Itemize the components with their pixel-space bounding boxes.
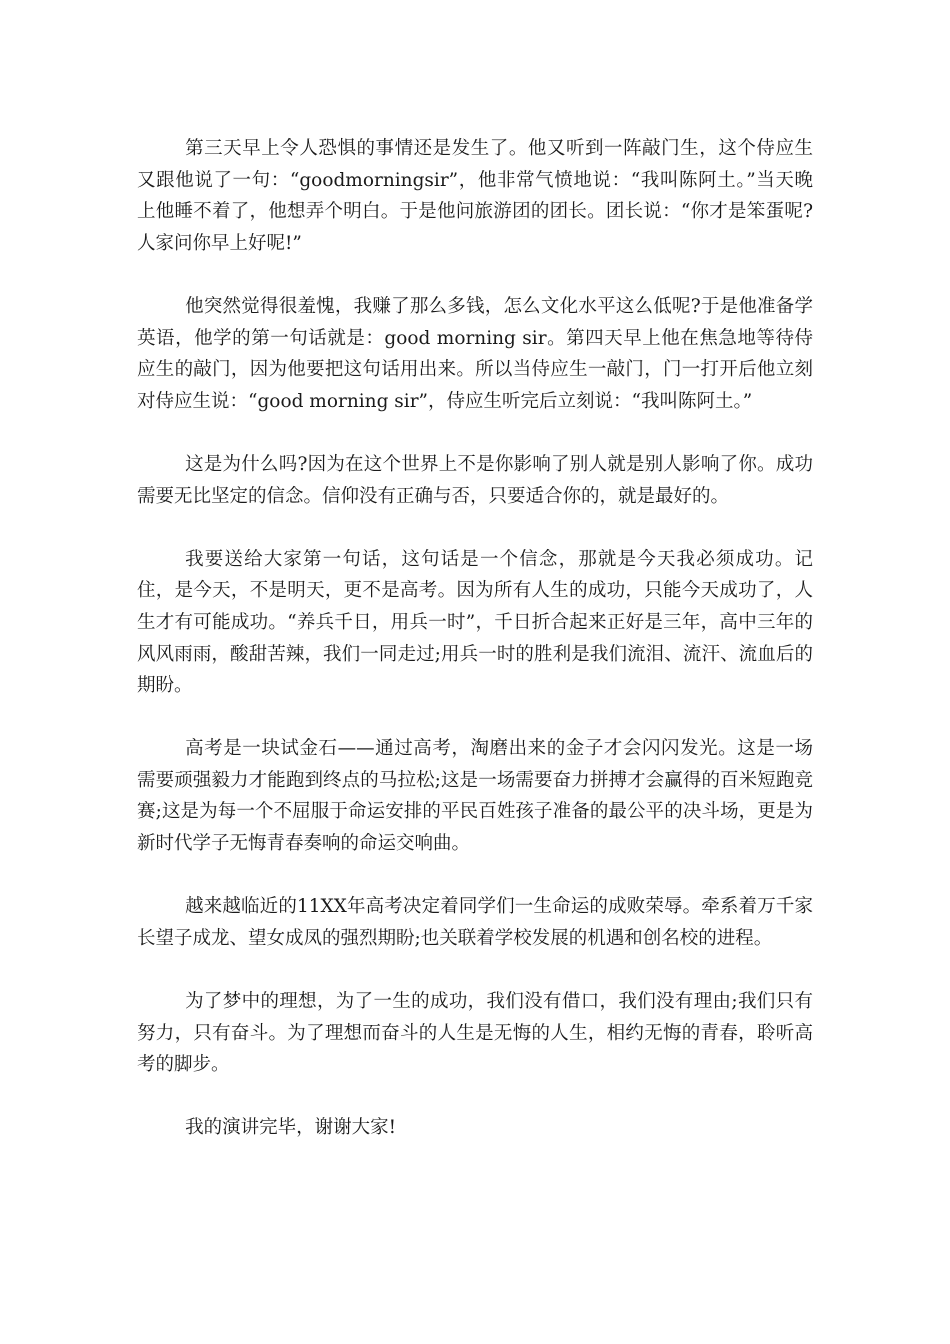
paragraph: 高考是一块试金石——通过高考，淘磨出来的金子才会闪闪发光。这是一场需要顽强毅力才能跑到终点的马拉松;这是一场需要奋力拼搏才会赢得的百米短跑竞赛;这是为每一个不屈服于命运安排的平民百姓孩子准备的最公平的决斗场，更是为新时代学子无悔青春奏响的命运交响曲。 [137, 738, 813, 855]
document-body [137, 133, 813, 1176]
paragraph: 第三天早上令人恐惧的事情还是发生了。他又听到一阵敲门生，这个侍应生又跟他说了一句：“goodmorningsir”，他非常气愤地说：“我叫陈阿土。”当天晚上他睡不着了，他想弄个明白。于是他问旅游团的团长。团长说：“你才是笨蛋呢?人家问你早上好呢!” [137, 138, 813, 254]
paragraph: 为了梦中的理想，为了一生的成功，我们没有借口，我们没有理由;我们只有努力，只有奋斗。为了理想而奋斗的人生是无悔的人生，相约无悔的青春，聆听高考的脚步。 [137, 991, 813, 1076]
paragraph: 这是为什么吗?因为在这个世界上不是你影响了别人就是别人影响了你。成功需要无比坚定的信念。信仰没有正确与否，只要适合你的，就是最好的。 [137, 453, 813, 507]
paragraph: 我的演讲完毕，谢谢大家! [185, 1117, 397, 1139]
paragraph: 我要送给大家第一句话，这句话是一个信念，那就是今天我必须成功。记住，是今天，不是明天，更不是高考。因为所有人生的成功，只能今天成功了，人生才有可能成功。“养兵千日，用兵一时”，千日折合起来正好是三年，高中三年的风风雨雨，酸甜苦辣，我们一同走过;用兵一时的胜利是我们流泪、流汗、流血后的期盼。 [137, 548, 813, 697]
paragraph: 越来越临近的11XX年高考决定着同学们一生命运的成败荣辱。牵系着万千家长望子成龙、望女成凤的强烈期盼;也关联着学校发展的机遇和创名校的进程。 [137, 896, 813, 949]
paragraph: 他突然觉得很羞愧，我赚了那么多钱，怎么文化水平这么低呢?于是他准备学英语，他学的第一句话就是：good morning sir。第四天早上他在焦急地等待侍应生的敲门，因为他要把这句话用出来。所以当侍应生一敲门，门一打开后他立刻对侍应生说：“good morning sir”，侍应生听完后立刻说：“我叫陈阿土。” [137, 295, 813, 412]
